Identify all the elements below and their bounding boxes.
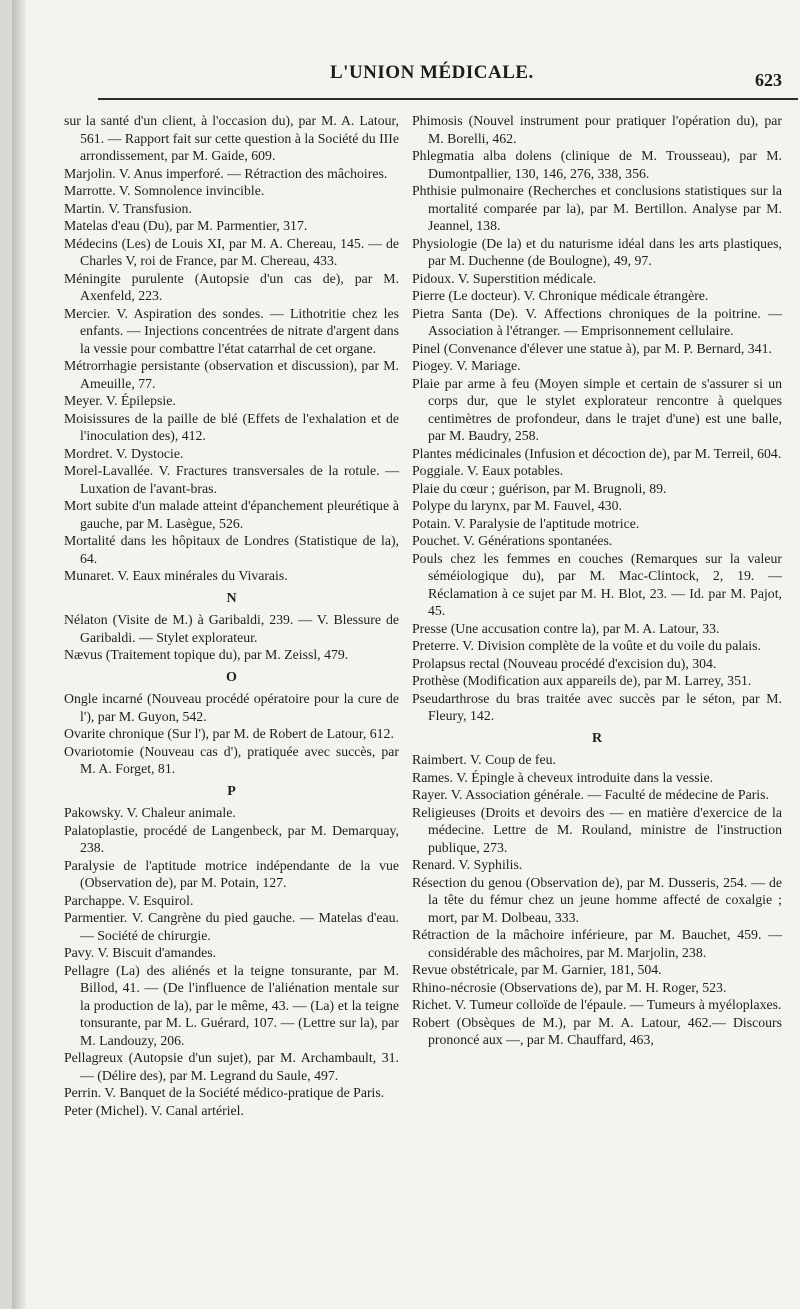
index-entry: Plantes médicinales (Infusion et décoction de), par M. Terreil, 604.: [412, 445, 782, 461]
section-letter: P: [227, 783, 236, 799]
index-entry: Parmentier. V. Cangrène du pied gauche. — Matelas d'eau. — Société de chirurgie.: [64, 910, 399, 943]
index-entry: Pakowsky. V. Chaleur animale.: [64, 805, 236, 820]
index-entry: Pinel (Convenance d'élever une statue à), par M. P. Bernard, 341.: [412, 340, 772, 356]
index-entry: Médecins (Les) de Louis XI, par M. A. Chereau, 145. — de Charles V, roi de France, par M. Chereau, 433.: [64, 235, 399, 268]
index-entry: Peter (Michel). V. Canal artériel.: [64, 1102, 244, 1118]
index-entry: Rétraction de la mâchoire inférieure, par M. Bauchet, 459. — considérable des mâchoires, par M. Marjolin, 238.: [412, 927, 782, 960]
index-entry: Physiologie (De la) et du naturisme idéal dans les arts plastiques, par M. Duchenne (de Boulogne), 49, 97.: [412, 235, 782, 268]
index-entry: Pierre (Le docteur). V. Chronique médicale étrangère.: [412, 288, 709, 303]
header-rule: [98, 98, 798, 100]
index-entry: Piogey. V. Mariage.: [412, 358, 521, 373]
index-entry: Pellagreux (Autopsie d'un sujet), par M. Archambault, 31. — (Délire des), par M. Legrand du Saule, 497.: [64, 1050, 399, 1083]
index-entry: Potain. V. Paralysie de l'aptitude motrice.: [412, 515, 640, 531]
index-entry: Morel-Lavallée. V. Fractures transversales de la rotule. — Luxation de l'avant-bras.: [64, 463, 399, 496]
index-entry: Mercier. V. Aspiration des sondes. — Lithotritie chez les enfants. — Injections concentrées de nitrate d'argent dans la vessie pour combattre l'état catarrhal de cet organe.: [64, 305, 399, 356]
index-entry: Richet. V. Tumeur colloïde de l'épaule. — Tumeurs à myéloplaxes.: [412, 997, 782, 1012]
index-entry: sur la santé d'un client, à l'occasion du), par M. A. Latour, 561. — Rapport fait sur cette question à la Société du IIIe arrondissement, par M. Gaide, 609.: [64, 113, 399, 163]
index-entry: Pavy. V. Biscuit d'amandes.: [64, 945, 217, 960]
index-entry: Mortalité dans les hôpitaux de Londres (Statistique de la), 64.: [64, 533, 399, 566]
index-entry: Meyer. V. Épilepsie.: [64, 393, 176, 408]
index-entry: Matelas d'eau (Du), par M. Parmentier, 317.: [64, 218, 308, 233]
index-entry: Presse (Une accusation contre la), par M. A. Latour, 33.: [412, 620, 720, 636]
index-entry: Parchappe. V. Esquirol.: [64, 892, 194, 908]
index-entry: Palatoplastie, procédé de Langenbeck, par M. Demarquay, 238.: [64, 822, 399, 855]
index-column-right: [412, 112, 782, 1049]
index-entry: Perrin. V. Banquet de la Société médico-pratique de Paris.: [64, 1085, 385, 1100]
index-entry: Méningite purulente (Autopsie d'un cas de), par M. Axenfeld, 223.: [64, 270, 399, 303]
index-entry: Pidoux. V. Superstition médicale.: [412, 270, 597, 286]
index-entry: Mort subite d'un malade atteint d'épanchement pleurétique à gauche, par M. Lasègue, 526.: [64, 498, 399, 531]
index-entry: Phimosis (Nouvel instrument pour pratiquer l'opération du), par M. Borelli, 462.: [412, 113, 782, 146]
index-entry: Rayer. V. Association générale. — Faculté de médecine de Paris.: [412, 787, 769, 802]
index-entry: Rhino-nécrosie (Observations de), par M. H. Roger, 523.: [412, 979, 727, 995]
index-entry: Religieuses (Droits et devoirs des — en matière d'exercice de la médecine. Lettre de M. Rouland, ministre de l'instruction publique, 273.: [412, 804, 782, 855]
index-entry: Pietra Santa (De). V. Affections chroniques de la poitrine. — Association à l'étranger. — Emprisonnement cellulaire.: [412, 305, 782, 338]
index-entry: Raimbert. V. Coup de feu.: [412, 752, 556, 767]
section-letter: N: [226, 590, 237, 606]
index-entry: Marrotte. V. Somnolence invincible.: [64, 183, 265, 198]
index-entry: Prolapsus rectal (Nouveau procédé d'excision du), 304.: [412, 655, 717, 671]
index-entry: Pouchet. V. Générations spontanées.: [412, 533, 613, 548]
index-entry: Phlegmatia alba dolens (clinique de M. Trousseau), par M. Dumontpallier, 130, 146, 276, 338, 356.: [412, 148, 782, 181]
index-entry: Nævus (Traitement topique du), par M. Zeissl, 479.: [64, 647, 349, 662]
index-entry: Poggiale. V. Eaux potables.: [412, 463, 564, 478]
index-entry: Moisissures de la paille de blé (Effets de l'exhalation et de l'inoculation des), 412.: [64, 410, 399, 443]
index-entry: Ongle incarné (Nouveau procédé opératoire pour la cure de l'), par M. Guyon, 542.: [64, 691, 399, 724]
index-entry: Rames. V. Épingle à cheveux introduite dans la vessie.: [412, 769, 714, 785]
running-head-title: L'UNION MÉDICALE.: [330, 62, 534, 83]
index-entry: Martin. V. Transfusion.: [64, 200, 192, 216]
index-entry: Paralysie de l'aptitude motrice indépendante de la vue (Observation de), par M. Potain, 127.: [64, 857, 399, 890]
index-entry: Renard. V. Syphilis.: [412, 857, 523, 872]
index-entry: Plaie par arme à feu (Moyen simple et certain de s'assurer si un corps dur, que le stylet explorateur rencontre à quelques centimètres de profondeur, dans le trajet d'une) est une balle, par M. Baudry, 258.: [412, 375, 782, 443]
index-entry: Plaie du cœur ; guérison, par M. Brugnoli, 89.: [412, 480, 667, 496]
index-entry: Mordret. V. Dystocie.: [64, 445, 184, 461]
index-entry: Robert (Obsèques de M.), par M. A. Latour, 462.— Discours prononcé aux —, par M. Chauffard, 463,: [412, 1014, 782, 1047]
index-entry: Nélaton (Visite de M.) à Garibaldi, 239. — V. Blessure de Garibaldi. — Stylet explorateur.: [64, 612, 399, 645]
index-entry: Métrorrhagie persistante (observation et discussion), par M. Ameuille, 77.: [64, 358, 399, 391]
section-letter: O: [226, 669, 237, 685]
index-entry: Marjolin. V. Anus imperforé. — Rétraction des mâchoires.: [64, 165, 388, 181]
index-entry: Ovarite chronique (Sur l'), par M. de Robert de Latour, 612.: [64, 726, 394, 741]
index-entry: Munaret. V. Eaux minérales du Vivarais.: [64, 568, 288, 583]
index-entry: Preterre. V. Division complète de la voûte et du voile du palais.: [412, 638, 761, 653]
index-entry: Polype du larynx, par M. Fauvel, 430.: [412, 498, 622, 513]
index-entry: Prothèse (Modification aux appareils de), par M. Larrey, 351.: [412, 673, 752, 688]
index-entry: Ovariotomie (Nouveau cas d'), pratiquée avec succès, par M. A. Forget, 81.: [64, 743, 399, 776]
index-entry: Pouls chez les femmes en couches (Remarques sur la valeur séméiologique du), par M. Mac-Clintock, 2, 19. — Réclamation à ce sujet par M. H. Blot, 23. — Id. par M. Pajot, 45.: [412, 550, 782, 618]
section-letter: R: [591, 730, 603, 746]
index-column-left: [64, 112, 399, 1119]
index-entry: Phthisie pulmonaire (Recherches et conclusions statistiques sur la mortalité comparée par la), par M. Bertillon. Analyse par M. Jeannel, 138.: [412, 183, 782, 233]
index-entry: Pseudarthrose du bras traitée avec succès par le séton, par M. Fleury, 142.: [412, 690, 782, 723]
page-gutter: [12, 0, 26, 1309]
index-entry: Résection du genou (Observation de), par M. Dusseris, 254. — de la tête du fémur chez un jeune homme affecté de coxalgie ; mort, par M. Dolbeau, 333.: [412, 874, 782, 925]
page-number: 623: [755, 70, 782, 90]
index-entry: Pellagre (La) des aliénés et la teigne tonsurante, par M. Billod, 41. — (De l'influence de l'aliénation mentale sur la production de la), par le même, 43. — (La) et la teigne tonsurante, par M. L. Guérard, 107. — (Lettre sur la), par M. Landouzy, 206.: [64, 962, 399, 1048]
index-entry: Revue obstétricale, par M. Garnier, 181, 504.: [412, 962, 662, 977]
